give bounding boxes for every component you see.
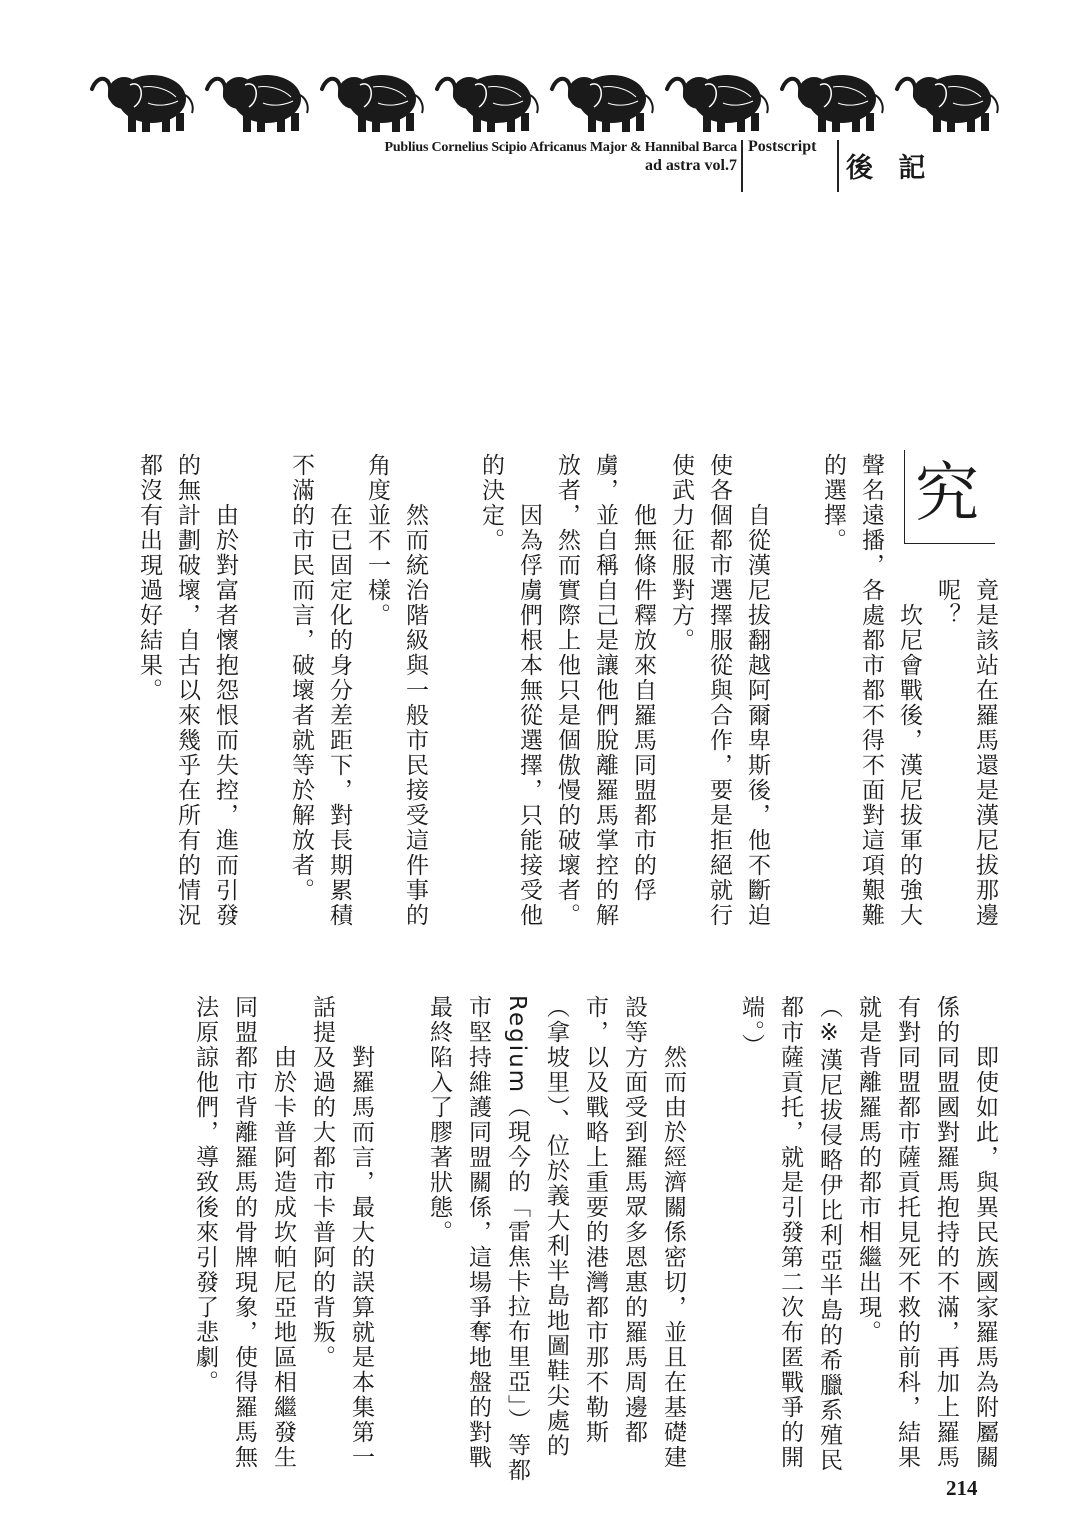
text-column: 設等方面受到羅馬眾多恩惠的羅馬周邊都 bbox=[621, 995, 647, 1445]
text-block-bottom bbox=[185, 995, 1004, 1483]
header-divider bbox=[741, 140, 743, 192]
blank-column bbox=[380, 995, 419, 1475]
text-column: 然而由於經濟關係密切，並且在基礎建 bbox=[660, 1045, 686, 1470]
text-column: 的決定。 bbox=[478, 453, 504, 553]
volume-label: ad astra vol.7 bbox=[645, 157, 737, 174]
running-header-title bbox=[384, 139, 737, 175]
text-column: 聲名遠播，各處都市都不得不面對這項艱難 bbox=[858, 453, 884, 928]
text-column: 自從漢尼拔翻越阿爾卑斯後，他不斷迫 bbox=[744, 503, 770, 928]
text-column: 坎尼會戰後，漢尼拔軍的強大 bbox=[896, 603, 922, 928]
blank-column bbox=[692, 995, 731, 1475]
blank-column bbox=[244, 453, 282, 933]
text-column: 不滿的市民而言，破壞者就等於解放者。 bbox=[288, 453, 314, 903]
text-column: 在已固定化的身分差距下，對長期累積 bbox=[326, 503, 352, 928]
blank-column bbox=[776, 453, 814, 933]
note-column: （※漢尼拔侵略伊比利亞半島的希臘系殖民 bbox=[816, 995, 842, 1473]
text-column: 虜，並自稱自己是讓他們脫離羅馬掌控的解 bbox=[592, 453, 618, 928]
text-column: 的選擇。 bbox=[820, 453, 846, 553]
text-column: 角度並不一樣。 bbox=[364, 453, 390, 628]
drop-character: 究 bbox=[915, 457, 979, 531]
text-column: 使各個都市選擇服從與合作，要是拒絕就行 bbox=[706, 453, 732, 928]
text-block-top bbox=[130, 453, 1004, 933]
text-column: 都沒有出現過好結果。 bbox=[136, 453, 162, 703]
text-column: 就是背離羅馬的都市相繼出現。 bbox=[855, 995, 881, 1345]
text-column: 即使如此，與異民族國家羅馬為附屬關 bbox=[972, 1045, 998, 1470]
text-column: 市，以及戰略上重要的港灣都市那不勒斯 bbox=[582, 995, 608, 1445]
text-column: 係的同盟國對羅馬抱持的不滿，再加上羅馬 bbox=[933, 995, 959, 1470]
text-column: 同盟都市背離羅馬的骨牌現象，使得羅馬無 bbox=[231, 995, 257, 1470]
series-title: Publius Cornelius Scipio Africanus Major & Hannibal Barca bbox=[384, 140, 737, 155]
text-column: 呢？ bbox=[934, 578, 960, 628]
section-label-en: Postscript bbox=[748, 138, 817, 155]
text-column: 由於卡普阿造成坎帕尼亞地區相繼發生 bbox=[270, 1045, 296, 1470]
text-column: 竟是該站在羅馬還是漢尼拔那邊 bbox=[972, 578, 998, 928]
text-column: （拿坡里）、位於義大利半島地圖鞋尖處的 bbox=[543, 995, 569, 1459]
text-column: 話提及過的大都市卡普阿的背叛。 bbox=[309, 995, 335, 1370]
text-column: 最終陷入了膠著狀態。 bbox=[426, 995, 452, 1245]
text-column: 的無計劃破壞，自古以來幾乎在所有的情況 bbox=[174, 453, 200, 928]
text-column: 使武力征服對方。 bbox=[668, 453, 694, 653]
text-column: 然而統治階級與一般市民接受這件事的 bbox=[402, 503, 428, 928]
text-column: Regium（現今的「雷焦卡拉布里亞」）等都 bbox=[504, 995, 530, 1483]
text-column: 由於對富者懷抱怨恨而失控，進而引發 bbox=[212, 503, 238, 928]
section-label-zh: 後 記 bbox=[846, 153, 934, 184]
note-column: 端。） bbox=[738, 995, 764, 1059]
elephant-border-decoration bbox=[88, 55, 1018, 145]
text-column: 他無條件釋放來自羅馬同盟都市的俘 bbox=[630, 503, 656, 903]
blank-column bbox=[434, 453, 472, 933]
header-divider bbox=[837, 140, 839, 192]
text-column: 對羅馬而言，最大的誤算就是本集第一 bbox=[348, 1045, 374, 1470]
note-column: 都市薩貢托，就是引發第二次布匿戰爭的開 bbox=[777, 995, 803, 1470]
text-column: 市堅持維護同盟關係，這場爭奪地盤的對戰 bbox=[465, 995, 491, 1470]
text-column: 有對同盟都市薩貢托見死不救的前科，結果 bbox=[894, 995, 920, 1470]
text-column: 因為俘虜們根本無從選擇，只能接受他 bbox=[516, 503, 542, 928]
text-column: 法原諒他們，導致後來引發了悲劇。 bbox=[192, 995, 218, 1395]
page-number: 214 bbox=[946, 1476, 978, 1500]
text-column: 放者，然而實際上他只是個傲慢的破壞者。 bbox=[554, 453, 580, 928]
